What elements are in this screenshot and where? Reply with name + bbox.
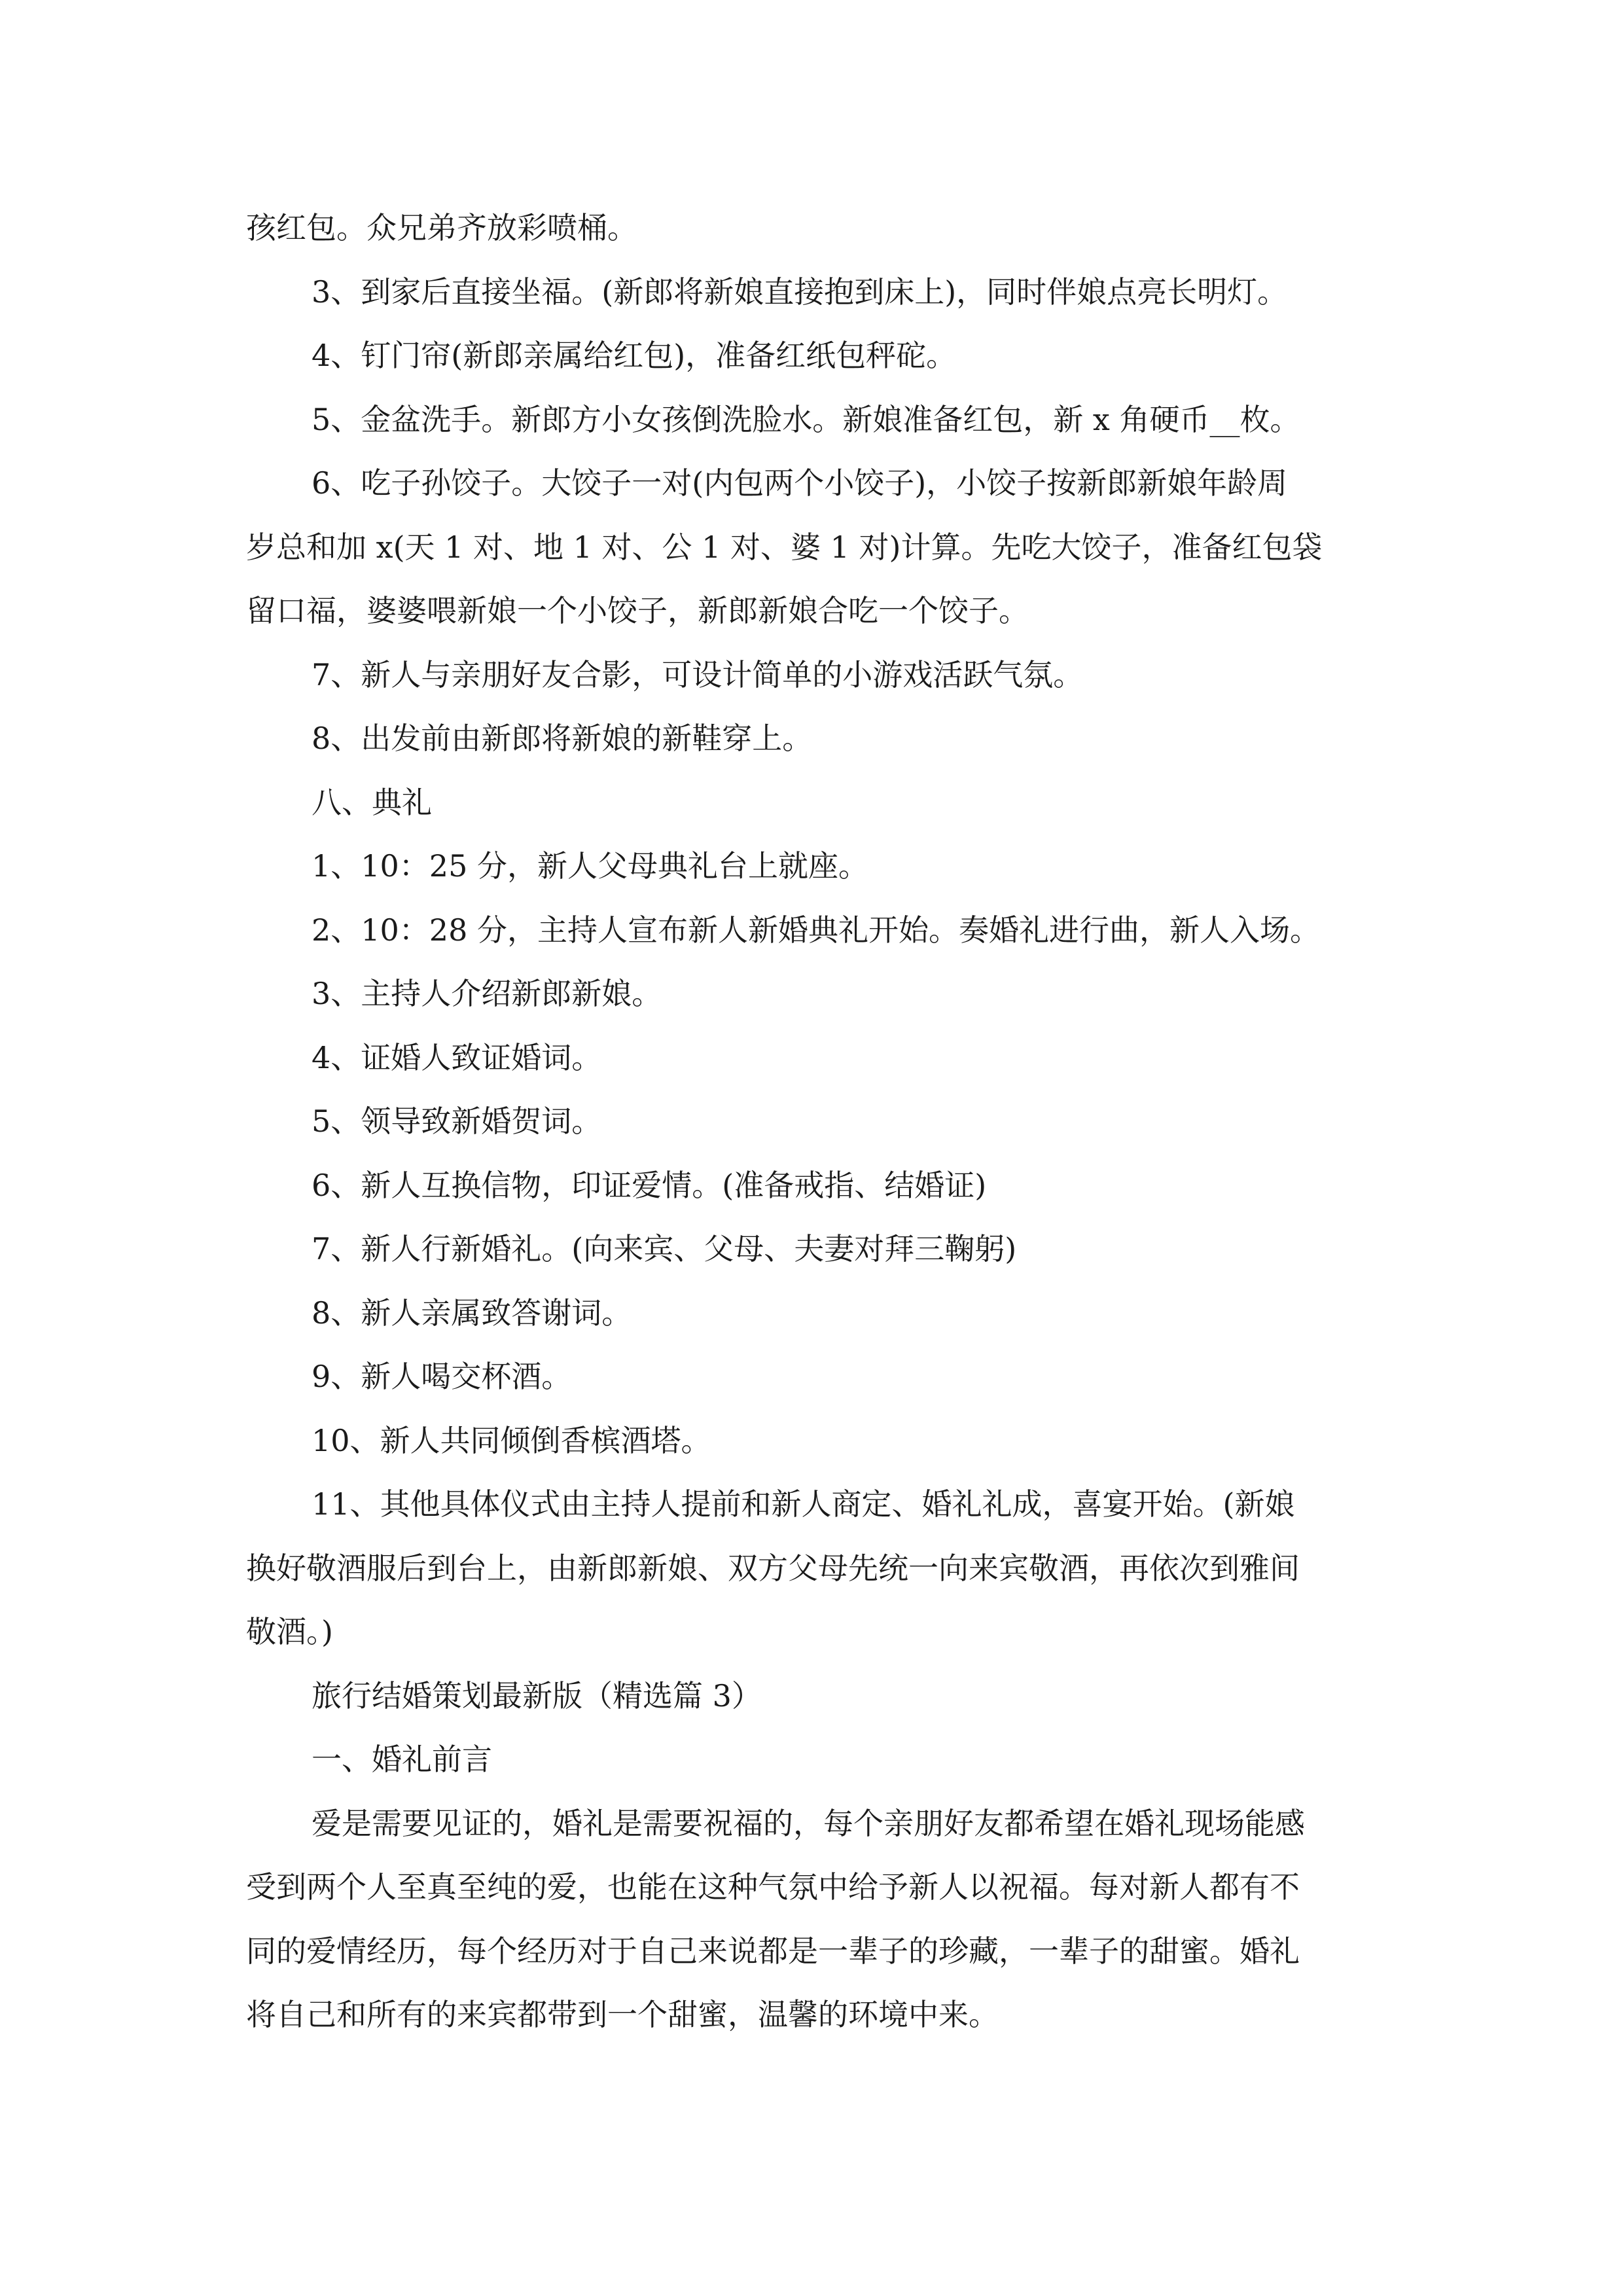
- text-line: 7、新人与亲朋好友合影，可设计简单的小游戏活跃气氛。: [312, 656, 1084, 692]
- text-line: 留口福，婆婆喂新娘一个小饺子，新郎新娘合吃一个饺子。: [246, 593, 1029, 628]
- text-line: 2、10：28 分，主持人宣布新人新婚典礼开始。奏婚礼进行曲，新人入场。: [312, 912, 1320, 948]
- text-line: 10、新人共同倾倒香槟酒塔。: [312, 1422, 711, 1458]
- text-line: 4、钉门帘(新郎亲属给红包)，准备红纸包秤砣。: [312, 338, 957, 373]
- text-line: 敬酒。): [246, 1614, 333, 1649]
- section-heading: 一、婚礼前言: [312, 1742, 492, 1777]
- text-line: 4、证婚人致证婚词。: [312, 1039, 602, 1075]
- text-line: 爱是需要见证的，婚礼是需要祝福的，每个亲朋好友都希望在婚礼现场能感: [312, 1805, 1305, 1841]
- text-line: 3、主持人介绍新郎新娘。: [312, 976, 662, 1011]
- text-line: 5、领导致新婚贺词。: [312, 1103, 602, 1139]
- text-line: 1、10：25 分，新人父母典礼台上就座。: [312, 848, 868, 884]
- text-line: 5、金盆洗手。新郎方小女孩倒洗脸水。新娘准备红包，新 x 角硬币__枚。: [312, 401, 1300, 437]
- text-line: 将自己和所有的来宾都带到一个甜蜜，温馨的环境中来。: [246, 1997, 999, 2032]
- text-line: 6、新人互换信物，印证爱情。(准备戒指、结婚证): [312, 1167, 987, 1203]
- document-body: [246, 196, 1398, 2047]
- section-heading: 旅行结婚策划最新版（精选篇 3）: [312, 1677, 762, 1713]
- text-line: 8、新人亲属致答谢词。: [312, 1295, 632, 1331]
- text-line: 同的爱情经历，每个经历对于自己来说都是一辈子的珍藏，一辈子的甜蜜。婚礼: [246, 1933, 1300, 1969]
- text-line: 孩红包。众兄弟齐放彩喷桶。: [246, 210, 637, 245]
- text-line: 6、吃子孙饺子。大饺子一对(内包两个小饺子)，小饺子按新郎新娘年龄周: [312, 465, 1288, 501]
- text-line: 7、新人行新婚礼。(向来宾、父母、夫妻对拜三鞠躬): [312, 1231, 1017, 1266]
- text-line: 换好敬酒服后到台上，由新郎新娘、双方父母先统一向来宾敬酒，再依次到雅间: [246, 1550, 1300, 1586]
- text-line: 3、到家后直接坐福。(新郎将新娘直接抱到床上)，同时伴娘点亮长明灯。: [312, 274, 1288, 310]
- text-line: 受到两个人至真至纯的爱，也能在这种气氛中给予新人以祝福。每对新人都有不: [246, 1869, 1300, 1905]
- text-line: 9、新人喝交杯酒。: [312, 1359, 572, 1394]
- text-line: 8、出发前由新郎将新娘的新鞋穿上。: [312, 721, 813, 756]
- text-line: 岁总和加 x(天 1 对、地 1 对、公 1 对、婆 1 对)计算。先吃大饺子，准备红包袋: [246, 529, 1323, 565]
- section-heading: 八、典礼: [312, 784, 432, 820]
- text-line: 11、其他具体仪式由主持人提前和新人商定、婚礼礼成，喜宴开始。(新娘: [312, 1486, 1295, 1522]
